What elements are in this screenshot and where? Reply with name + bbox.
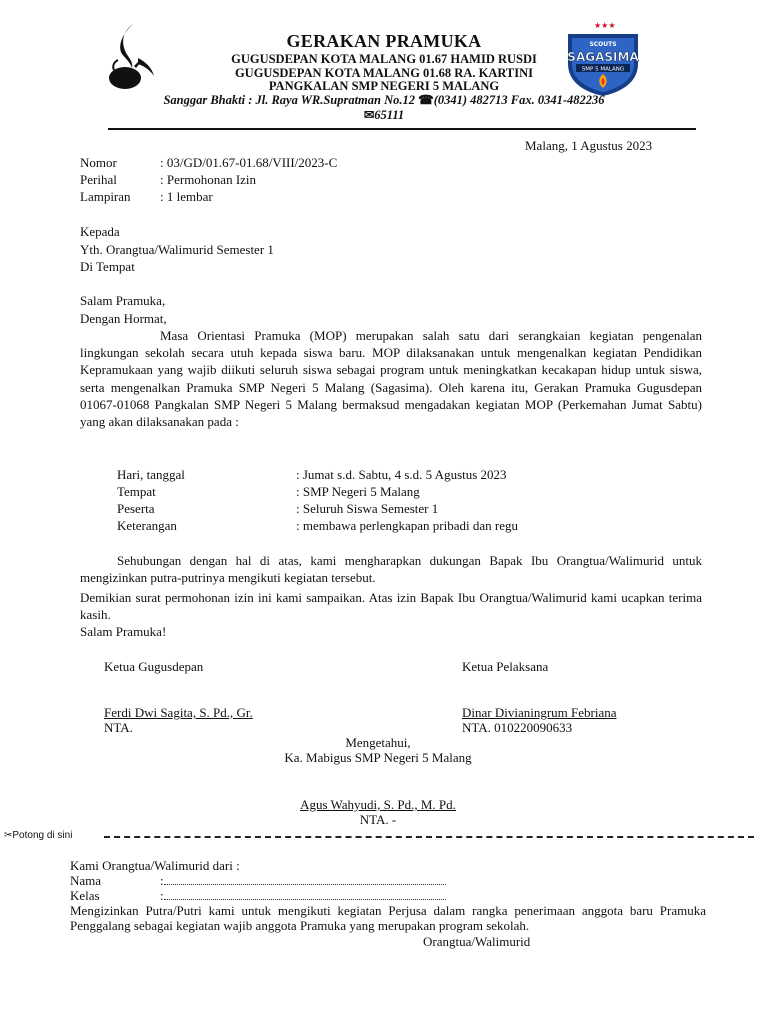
phone-text: (0341) 482713 Fax. 0341-482236 <box>433 93 605 107</box>
meta-label: Perihal <box>80 172 117 187</box>
postal-code: 65111 <box>374 108 405 122</box>
sig-center-nta: NTA. - <box>359 812 397 827</box>
greeting-salam: Salam Pramuka, <box>80 293 166 308</box>
sig-center-role: Ka. Mabigus SMP Negeri 5 Malang <box>284 750 472 765</box>
letterhead-title: GERAKAN PRAMUKA <box>286 31 482 51</box>
phone-icon: ☎ <box>418 93 434 107</box>
letterhead-line-1: GUGUSDEPAN KOTA MALANG 01.67 HAMID RUSDI <box>231 52 537 66</box>
slip-sign: Orangtua/Walimurid <box>423 934 531 949</box>
letter-date: Malang, 1 Agustus 2023 <box>525 138 653 153</box>
detail-label: Hari, tanggal <box>117 467 185 482</box>
nama-fill-line <box>164 873 446 885</box>
svg-text:★★★: ★★★ <box>594 21 616 30</box>
meta-label: Lampiran <box>80 189 131 204</box>
letterhead-line-3: PANGKALAN SMP NEGERI 5 MALANG <box>268 79 500 93</box>
badge-top-text: SCOUTS <box>589 41 617 48</box>
sig-right-role: Ketua Pelaksana <box>462 659 549 674</box>
detail-value: : Jumat s.d. Sabtu, 4 s.d. 5 Agustus 2023 <box>296 467 507 482</box>
body-paragraph: Masa Orientasi Pramuka (MOP) merupakan salah satu dari serangkaian kegiatan pengenalan lingkungan sekolah secara utuh kepada siswa baru. MOP dilaksanakan untuk mengenalkan kegiatan Pendidikan Kepramukaan yang wajib diikuti seluruh siswa sebagai program untuk meningkatkan kecakapan hidup untuk siswa, serta mengenalkan Pramuka SMP Negeri 5 Malang (Sagasima). Oleh karena itu, Gerakan Pramuka Gugusdepan 01067-01068 Pangkalan SMP Negeri 5 Malang bermaksud mengadakan kegiatan MOP (Perkemahan Jumat Sabtu) yang akan dilaksanakan pada : <box>80 328 702 430</box>
sig-center-name: Agus Wahyudi, S. Pd., M. Pd. <box>300 797 456 812</box>
closing-salam: Salam Pramuka! <box>80 624 167 639</box>
kelas-fill-line <box>164 888 446 900</box>
greeting-hormat: Dengan Hormat, <box>80 311 167 326</box>
recipient-line-2: Yth. Orangtua/Walimurid Semester 1 <box>80 242 274 257</box>
slip-nama-label: Nama <box>70 873 102 888</box>
meta-value: : 1 lembar <box>160 189 213 204</box>
letterhead-line-2: GUGUSDEPAN KOTA MALANG 01.68 RA. KARTINI <box>234 66 534 80</box>
cut-line <box>104 836 754 838</box>
envelope-icon: ✉ <box>363 108 375 122</box>
letterhead-address <box>0 93 768 108</box>
recipient-line-1: Kepada <box>80 224 120 239</box>
cut-label-text: Potong di sini <box>12 830 73 841</box>
detail-label: Keterangan <box>117 518 177 533</box>
detail-value: : Seluruh Siswa Semester 1 <box>296 501 439 516</box>
meta-value: : Permohonan Izin <box>160 172 257 187</box>
meta-value: : 03/GD/01.67-01.68/VIII/2023-C <box>160 155 338 170</box>
slip-kelas-label: Kelas <box>70 888 100 903</box>
sig-right-nta: NTA. 010220090633 <box>462 720 573 735</box>
detail-label: Peserta <box>117 501 155 516</box>
recipient-line-3: Di Tempat <box>80 259 135 274</box>
sig-left-nta: NTA. <box>104 720 133 735</box>
sig-left-name: Ferdi Dwi Sagita, S. Pd., Gr. <box>104 705 253 720</box>
detail-value: : SMP Negeri 5 Malang <box>296 484 420 499</box>
slip-colon: : <box>160 873 164 888</box>
scissors-icon: ✂ <box>4 830 13 841</box>
cut-label <box>4 830 72 842</box>
meta-label: Nomor <box>80 155 117 170</box>
detail-value: : membawa perlengkapan pribadi dan regu <box>296 518 518 533</box>
slip-colon: : <box>160 888 164 903</box>
detail-label: Tempat <box>117 484 156 499</box>
letterhead-rule <box>108 128 696 130</box>
slip-kelas-field[interactable] <box>160 887 446 904</box>
slip-text: Mengizinkan Putra/Putri kami untuk mengikuti kegiatan Perjusa dalam rangka penerimaan anggota baru Pramuka Penggalang sebagai kegiatan wajib anggota Pramuka yang merupakan program sekolah. <box>70 903 706 933</box>
badge-sub-text: SMP 5 MALANG <box>581 66 625 73</box>
closing-paragraph-1: Sehubungan dengan hal di atas, kami mengharapkan dukungan Bapak Ibu Orangtua/Walimurid untuk mengizinkan putra-putrinya mengikuti kegiatan tersebut. <box>80 553 702 586</box>
letterhead-postal <box>0 108 768 123</box>
sig-center-line1: Mengetahui, <box>345 735 411 750</box>
sig-left-role: Ketua Gugusdepan <box>104 659 204 674</box>
slip-intro: Kami Orangtua/Walimurid dari : <box>70 858 240 873</box>
address-text: Sanggar Bhakti : Jl. Raya WR.Supratman No.12 <box>163 93 416 107</box>
closing-paragraph-2: Demikian surat permohonan izin ini kami sampaikan. Atas izin Bapak Ibu Orangtua/Walimurid kami ucapkan terima kasih. <box>80 590 702 623</box>
sig-right-name: Dinar Divianingrum Febriana <box>462 705 617 720</box>
badge-brand-text: SAGASIMA <box>567 50 639 64</box>
